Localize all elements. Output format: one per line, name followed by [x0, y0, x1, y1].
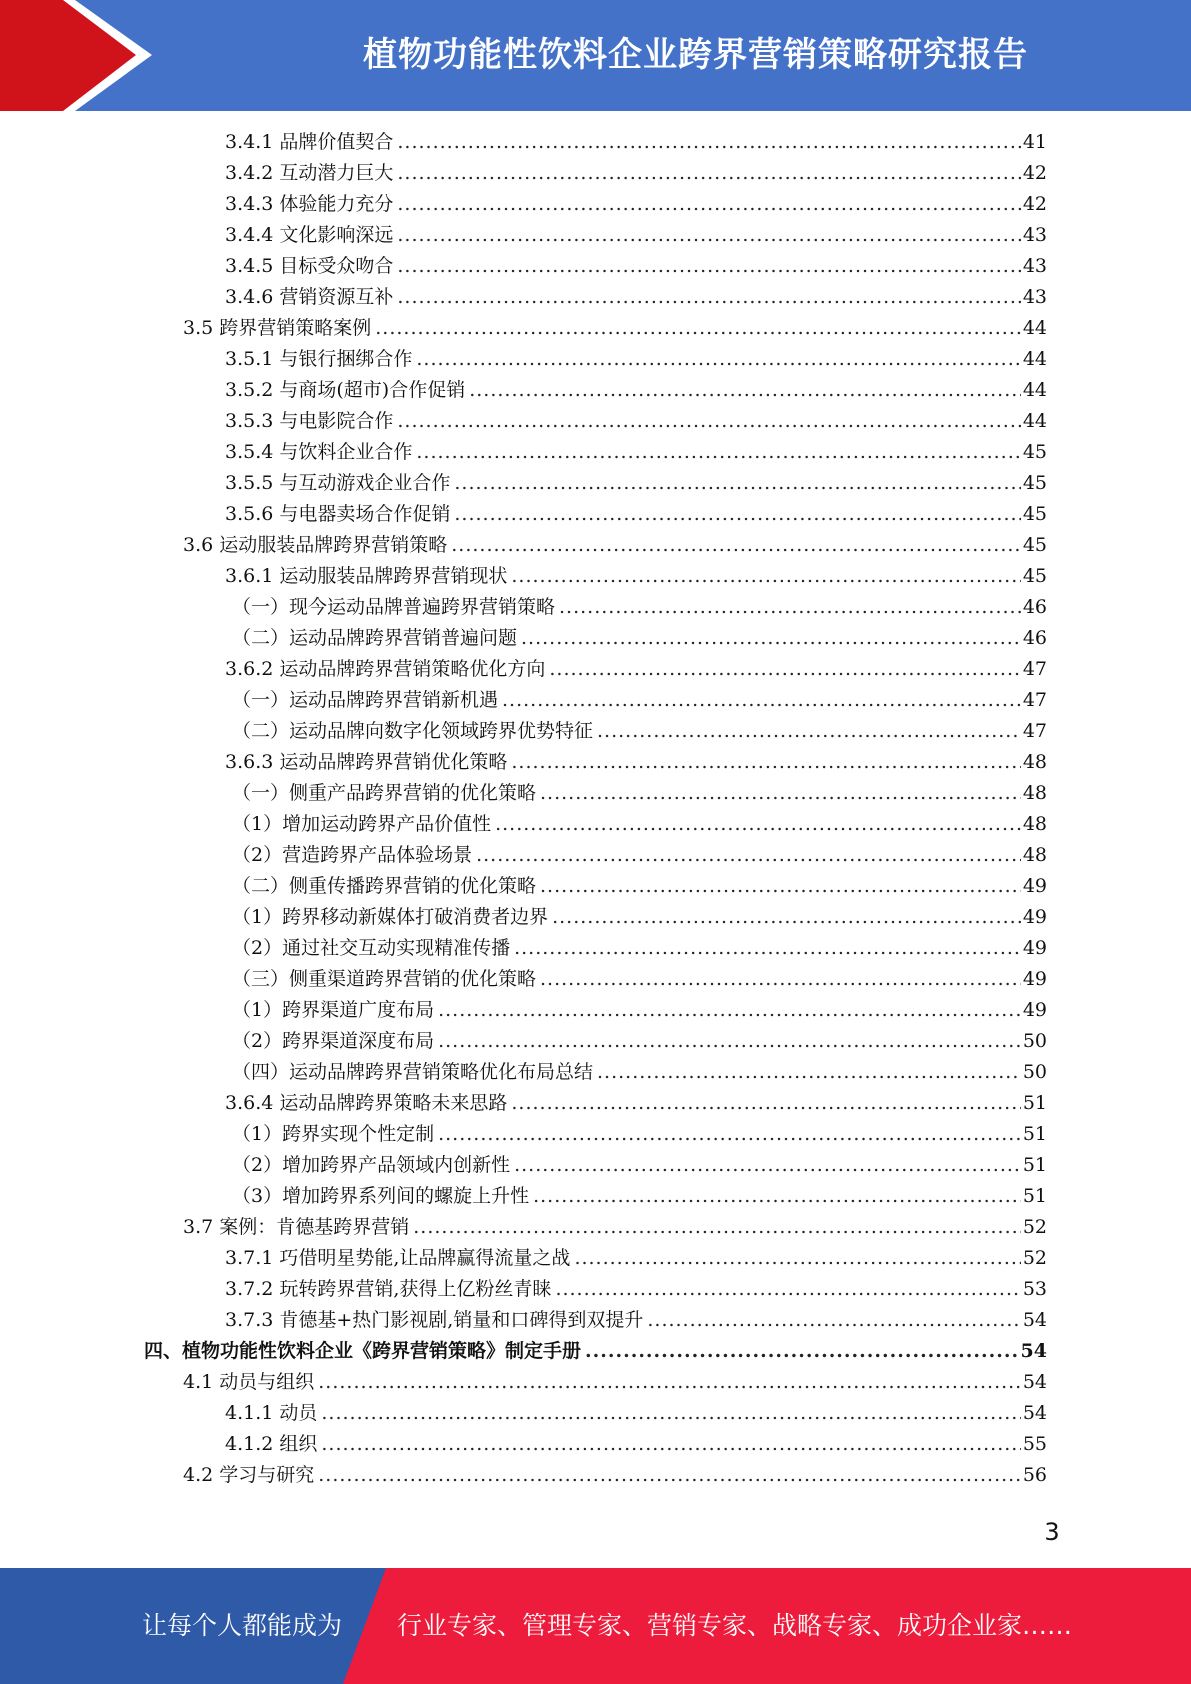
- toc-leader-dots: [511, 561, 1020, 592]
- toc-entry[interactable]: [225, 437, 1047, 468]
- toc-entry-label: （1）增加运动跨界产品价值性: [232, 813, 492, 835]
- toc-leader-dots: [574, 1243, 1020, 1274]
- toc-entry-page: 46: [1022, 627, 1047, 649]
- toc-entry-label: （2）通过社交互动实现精准传播: [232, 937, 511, 959]
- toc-entry-label: 3.5 跨界营销策略案例: [183, 317, 372, 339]
- toc-leader-dots: [495, 809, 1021, 840]
- toc-leader-dots: [375, 313, 1021, 344]
- toc-leader-dots: [397, 220, 1020, 251]
- toc-entry-label: 3.4.2 互动潜力巨大: [225, 162, 394, 184]
- page-footer: [0, 1568, 1191, 1684]
- toc-leader-dots: [321, 1398, 1020, 1429]
- toc-entry-label: 4.1 动员与组织: [183, 1371, 315, 1393]
- toc-entry-label: 3.6.3 运动品牌跨界营销优化策略: [225, 751, 508, 773]
- toc-entry-page: 54: [1022, 1309, 1047, 1331]
- toc-entry-label: （二）侧重传播跨界营销的优化策略: [232, 875, 537, 897]
- toc-entry[interactable]: [232, 1026, 1047, 1057]
- toc-entry-label: （1）跨界实现个性定制: [232, 1123, 435, 1145]
- toc-entry-label: 3.7.3 肯德基+热门影视剧,销量和口碑得到双提升: [225, 1309, 644, 1331]
- toc-entry[interactable]: [225, 406, 1047, 437]
- toc-entry-page: 52: [1022, 1216, 1047, 1238]
- toc-entry-label: （2）营造跨界产品体验场景: [232, 844, 473, 866]
- toc-leader-dots: [647, 1305, 1020, 1336]
- toc-leader-dots: [416, 437, 1020, 468]
- toc-entry-page: 55: [1022, 1433, 1047, 1455]
- toc-leader-dots: [397, 127, 1020, 158]
- toc-entry-page: 44: [1022, 379, 1047, 401]
- toc-leader-dots: [597, 716, 1021, 747]
- toc-leader-dots: [555, 1274, 1020, 1305]
- toc-entry-page: 47: [1022, 720, 1047, 742]
- toc-entry-label: 3.5.6 与电器卖场合作促销: [225, 503, 451, 525]
- toc-entry-label: 3.5.4 与饮料企业合作: [225, 441, 413, 463]
- toc-entry-label: （四）运动品牌跨界营销策略优化布局总结: [232, 1061, 594, 1083]
- toc-entry[interactable]: [183, 313, 1047, 344]
- toc-entry[interactable]: [232, 964, 1047, 995]
- toc-entry-page: 45: [1022, 472, 1047, 494]
- toc-leader-dots: [397, 406, 1020, 437]
- toc-entry[interactable]: [232, 995, 1047, 1026]
- toc-entry[interactable]: [232, 902, 1047, 933]
- toc-leader-dots: [469, 375, 1021, 406]
- header-chevron-red: [0, 0, 136, 111]
- toc-leader-dots: [318, 1367, 1021, 1398]
- toc-entry-page: 45: [1022, 534, 1047, 556]
- toc-leader-dots: [438, 1119, 1021, 1150]
- toc-entry-page: 44: [1022, 317, 1047, 339]
- toc-entry-label: 3.5.3 与电影院合作: [225, 410, 394, 432]
- toc-entry-page: 50: [1022, 1061, 1047, 1083]
- toc-entry[interactable]: [225, 189, 1047, 220]
- toc-entry-page: 54: [1022, 1371, 1047, 1393]
- toc-entry[interactable]: [232, 809, 1047, 840]
- toc-entry-page: 49: [1022, 906, 1047, 928]
- toc-leader-dots: [413, 1212, 1021, 1243]
- toc-leader-dots: [438, 995, 1021, 1026]
- footer-slogan-left: 让每个人都能成为: [142, 1611, 343, 1640]
- toc-leader-dots: [552, 902, 1021, 933]
- toc-entry-page: 48: [1022, 813, 1047, 835]
- toc-entry-page: 51: [1022, 1185, 1047, 1207]
- toc-entry-label: 3.5.2 与商场(超市)合作促销: [225, 379, 466, 401]
- toc-entry-label: 四、植物功能性饮料企业《跨界营销策略》制定手册: [144, 1340, 582, 1362]
- toc-entry[interactable]: [225, 127, 1047, 158]
- toc-entry-page: 47: [1022, 658, 1047, 680]
- toc-leader-dots: [540, 871, 1021, 902]
- toc-leader-dots: [454, 468, 1020, 499]
- toc-entry[interactable]: [225, 561, 1047, 592]
- toc-leader-dots: [585, 1336, 1019, 1367]
- toc-entry[interactable]: [232, 933, 1047, 964]
- toc-entry-label: 3.6.4 运动品牌跨界策略未来思路: [225, 1092, 508, 1114]
- toc-entry[interactable]: [225, 499, 1047, 530]
- toc-entry-label: 3.4.5 目标受众吻合: [225, 255, 394, 277]
- toc-entry-page: 49: [1022, 968, 1047, 990]
- toc-leader-dots: [397, 158, 1020, 189]
- toc-entry-label: 3.7 案例：肯德基跨界营销: [183, 1216, 410, 1238]
- toc-entry[interactable]: [232, 1150, 1047, 1181]
- toc-entry[interactable]: [225, 158, 1047, 189]
- toc-leader-dots: [318, 1460, 1021, 1491]
- toc-entry[interactable]: [232, 1181, 1047, 1212]
- toc-leader-dots: [559, 592, 1021, 623]
- toc-entry[interactable]: [232, 685, 1047, 716]
- toc-entry-page: 56: [1022, 1464, 1047, 1486]
- toc-entry[interactable]: [183, 1212, 1047, 1243]
- toc-leader-dots: [454, 499, 1020, 530]
- toc-entry-label: 3.7.2 玩转跨界营销,获得上亿粉丝青睐: [225, 1278, 552, 1300]
- toc-entry[interactable]: [232, 1057, 1047, 1088]
- toc-leader-dots: [511, 747, 1020, 778]
- toc-leader-dots: [521, 623, 1021, 654]
- toc-leader-dots: [416, 344, 1020, 375]
- toc-leader-dots: [397, 189, 1020, 220]
- toc-entry-label: 3.7.1 巧借明星势能,让品牌赢得流量之战: [225, 1247, 571, 1269]
- toc-entry[interactable]: [225, 747, 1047, 778]
- toc-entry[interactable]: [225, 1398, 1047, 1429]
- toc-entry-label: （二）运动品牌向数字化领域跨界优势特征: [232, 720, 594, 742]
- toc-entry-label: 3.4.6 营销资源互补: [225, 286, 394, 308]
- toc-entry[interactable]: [144, 1336, 1047, 1367]
- toc-leader-dots: [514, 1150, 1021, 1181]
- toc-entry-label: 3.6.1 运动服装品牌跨界营销现状: [225, 565, 508, 587]
- toc-leader-dots: [451, 530, 1021, 561]
- toc-entry-page: 49: [1022, 875, 1047, 897]
- toc-leader-dots: [540, 778, 1021, 809]
- toc-entry-label: 4.2 学习与研究: [183, 1464, 315, 1486]
- toc-entry-page: 47: [1022, 689, 1047, 711]
- toc-entry-page: 48: [1022, 751, 1047, 773]
- toc-entry-page: 48: [1022, 782, 1047, 804]
- toc-entry-label: （2）跨界渠道深度布局: [232, 1030, 435, 1052]
- toc-entry-page: 43: [1022, 286, 1047, 308]
- toc-entry-page: 51: [1022, 1092, 1047, 1114]
- toc-entry-page: 43: [1022, 255, 1047, 277]
- toc-entry-label: （3）增加跨界系列间的螺旋上升性: [232, 1185, 530, 1207]
- toc-entry-page: 44: [1022, 348, 1047, 370]
- page-number: 3: [1044, 1518, 1060, 1546]
- toc-entry-label: 3.6.2 运动品牌跨界营销策略优化方向: [225, 658, 546, 680]
- toc-entry-page: 45: [1022, 441, 1047, 463]
- toc-entry-page: 52: [1022, 1247, 1047, 1269]
- toc-entry-label: 3.5.5 与互动游戏企业合作: [225, 472, 451, 494]
- toc-entry[interactable]: [232, 871, 1047, 902]
- toc-leader-dots: [549, 654, 1020, 685]
- toc-leader-dots: [397, 282, 1020, 313]
- toc-entry-label: （2）增加跨界产品领域内创新性: [232, 1154, 511, 1176]
- toc-entry-label: 3.4.1 品牌价值契合: [225, 131, 394, 153]
- toc-entry-page: 50: [1022, 1030, 1047, 1052]
- toc-leader-dots: [321, 1429, 1020, 1460]
- toc-entry-page: 54: [1020, 1340, 1047, 1362]
- toc-entry[interactable]: [232, 716, 1047, 747]
- toc-entry-label: 3.5.1 与银行捆绑合作: [225, 348, 413, 370]
- toc-entry-page: 51: [1022, 1123, 1047, 1145]
- toc-entry-page: 48: [1022, 844, 1047, 866]
- toc-entry-label: 4.1.1 动员: [225, 1402, 318, 1424]
- toc-entry[interactable]: [225, 1274, 1047, 1305]
- toc-entry-page: 53: [1022, 1278, 1047, 1300]
- toc-entry[interactable]: [232, 840, 1047, 871]
- toc-entry[interactable]: [183, 1460, 1047, 1491]
- toc-entry-label: （二）运动品牌跨界营销普遍问题: [232, 627, 518, 649]
- footer-slogan-right: 行业专家、管理专家、营销专家、战略专家、成功企业家……: [397, 1611, 1073, 1640]
- toc-entry[interactable]: [225, 344, 1047, 375]
- toc-entry-page: 44: [1022, 410, 1047, 432]
- toc-entry-page: 45: [1022, 565, 1047, 587]
- toc-entry-label: （1）跨界渠道广度布局: [232, 999, 435, 1021]
- toc-leader-dots: [540, 964, 1021, 995]
- toc-leader-dots: [397, 251, 1020, 282]
- toc-entry[interactable]: [225, 1088, 1047, 1119]
- toc-entry[interactable]: [225, 220, 1047, 251]
- page-header: [0, 0, 1191, 111]
- toc-leader-dots: [597, 1057, 1021, 1088]
- toc-entry-label: （1）跨界移动新媒体打破消费者边界: [232, 906, 549, 928]
- toc-entry-label: 3.4.4 文化影响深远: [225, 224, 394, 246]
- toc-entry[interactable]: [232, 623, 1047, 654]
- toc-entry-label: 3.4.3 体验能力充分: [225, 193, 394, 215]
- toc-entry-label: （一）运动品牌跨界营销新机遇: [232, 689, 499, 711]
- toc-entry[interactable]: [225, 1429, 1047, 1460]
- toc-entry[interactable]: [183, 1367, 1047, 1398]
- toc-entry-label: （一）侧重产品跨界营销的优化策略: [232, 782, 537, 804]
- toc-entry-page: 42: [1022, 193, 1047, 215]
- toc-entry-label: （三）侧重渠道跨界营销的优化策略: [232, 968, 537, 990]
- toc-leader-dots: [476, 840, 1021, 871]
- header-title: 植物功能性饮料企业跨界营销策略研究报告: [363, 35, 1028, 75]
- toc-entry-page: 45: [1022, 503, 1047, 525]
- toc-leader-dots: [533, 1181, 1021, 1212]
- toc-entry-label: 3.6 运动服装品牌跨界营销策略: [183, 534, 448, 556]
- toc-entry-page: 51: [1022, 1154, 1047, 1176]
- toc-entry[interactable]: [232, 592, 1047, 623]
- toc-entry-page: 49: [1022, 937, 1047, 959]
- toc-entry-page: 49: [1022, 999, 1047, 1021]
- toc-leader-dots: [502, 685, 1021, 716]
- toc-entry[interactable]: [232, 1119, 1047, 1150]
- toc-leader-dots: [511, 1088, 1020, 1119]
- toc-entry-label: （一）现今运动品牌普遍跨界营销策略: [232, 596, 556, 618]
- toc-leader-dots: [514, 933, 1021, 964]
- toc-entry-page: 41: [1022, 131, 1047, 153]
- toc-entry[interactable]: [225, 654, 1047, 685]
- toc-entry[interactable]: [225, 1305, 1047, 1336]
- toc-entry[interactable]: [225, 282, 1047, 313]
- toc-entry[interactable]: [225, 1243, 1047, 1274]
- toc-entry-page: 43: [1022, 224, 1047, 246]
- toc-entry[interactable]: [225, 251, 1047, 282]
- toc-entry[interactable]: [225, 375, 1047, 406]
- toc-leader-dots: [438, 1026, 1021, 1057]
- toc-entry[interactable]: [232, 778, 1047, 809]
- toc-entry[interactable]: [225, 468, 1047, 499]
- toc-entry-label: 4.1.2 组织: [225, 1433, 318, 1455]
- toc-entry-page: 42: [1022, 162, 1047, 184]
- toc-entry[interactable]: [183, 530, 1047, 561]
- toc-entry-page: 46: [1022, 596, 1047, 618]
- toc-entry-page: 54: [1022, 1402, 1047, 1424]
